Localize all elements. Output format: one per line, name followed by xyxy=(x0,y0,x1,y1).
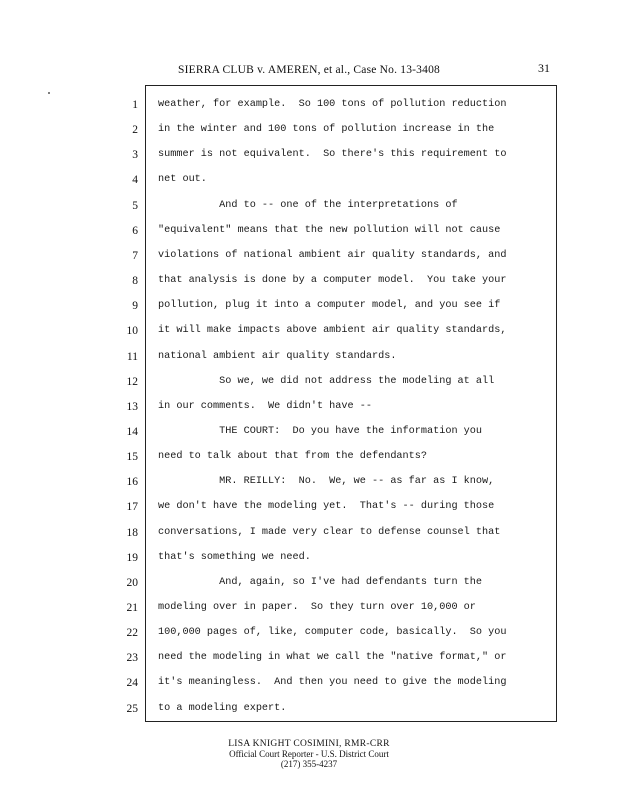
line-number: 13 xyxy=(126,400,138,413)
line-text: to a modeling expert. xyxy=(158,702,287,714)
line-number: 23 xyxy=(126,652,138,665)
line-text: that's something we need. xyxy=(158,551,311,563)
transcript-line xyxy=(0,99,618,124)
transcript-line xyxy=(0,703,618,728)
line-number: 6 xyxy=(132,224,138,237)
transcript-line xyxy=(0,577,618,602)
reporter-phone: (217) 355-4237 xyxy=(280,759,338,769)
line-text: summer is not equivalent. So there's this requirement to xyxy=(158,149,507,161)
transcript-line xyxy=(0,501,618,526)
line-number: 7 xyxy=(132,249,138,262)
transcript-line xyxy=(0,250,618,275)
transcript-line xyxy=(0,149,618,174)
line-text: THE COURT: Do you have the information you xyxy=(158,425,483,437)
line-number: 10 xyxy=(126,325,138,338)
transcript-line xyxy=(0,677,618,702)
transcript-line xyxy=(0,300,618,325)
line-number: 18 xyxy=(126,526,138,539)
line-number: 16 xyxy=(126,476,138,489)
line-text: that analysis is done by a computer model. You take your xyxy=(158,275,507,287)
line-text: in the winter and 100 tons of pollution increase in the xyxy=(158,124,495,136)
transcript-line xyxy=(0,174,618,199)
line-text: conversations, I made very clear to defense counsel that xyxy=(158,526,501,538)
reporter-name: LISA KNIGHT COSIMINI, RMR-CRR xyxy=(228,739,390,749)
line-text: And to -- one of the interpretations of xyxy=(158,199,458,211)
transcript-line xyxy=(0,275,618,300)
line-number: 3 xyxy=(132,149,138,162)
transcript-line xyxy=(0,527,618,552)
line-text: national ambient air quality standards. xyxy=(158,350,397,362)
line-text: MR. REILLY: No. We, we -- as far as I know, xyxy=(158,476,495,488)
line-number: 17 xyxy=(126,501,138,514)
line-text: "equivalent" means that the new pollution will not cause xyxy=(158,224,501,236)
line-number: 2 xyxy=(132,124,138,137)
line-number: 21 xyxy=(126,602,138,614)
transcript-line xyxy=(0,200,618,225)
case-title: SIERRA CLUB v. AMEREN, et al., Case No. 13-3408 xyxy=(178,64,440,76)
line-number: 22 xyxy=(126,627,138,640)
transcript-line xyxy=(0,325,618,350)
line-text: in our comments. We didn't have -- xyxy=(158,400,372,412)
line-text: we don't have the modeling yet. That's -- during those xyxy=(158,501,495,513)
line-number: 1 xyxy=(132,99,138,111)
line-number: 8 xyxy=(132,275,138,288)
line-number: 14 xyxy=(126,425,138,438)
line-number: 11 xyxy=(126,350,138,363)
line-number: 25 xyxy=(126,702,138,715)
line-number: 5 xyxy=(132,199,138,212)
transcript-line xyxy=(0,351,618,376)
transcript-line xyxy=(0,426,618,451)
reporter-title: Official Court Reporter - U.S. District Court xyxy=(229,749,389,759)
transcript-line xyxy=(0,376,618,401)
line-text: need the modeling in what we call the "native format," or xyxy=(158,652,507,664)
transcript-line xyxy=(0,451,618,476)
transcript-line xyxy=(0,552,618,577)
line-number: 20 xyxy=(126,576,138,589)
line-text: 100,000 pages of, like, computer code, basically. So you xyxy=(158,627,507,639)
stray-mark xyxy=(48,92,50,94)
page-number: 31 xyxy=(538,61,550,75)
transcript-line xyxy=(0,652,618,677)
transcript-line xyxy=(0,401,618,426)
line-text: violations of national ambient air quality standards, and xyxy=(158,249,507,261)
transcript-line xyxy=(0,225,618,250)
line-number: 4 xyxy=(132,174,138,187)
line-number: 9 xyxy=(132,300,138,313)
line-text: need to talk about that from the defendants? xyxy=(158,451,427,463)
transcript-line xyxy=(0,124,618,149)
line-text: net out. xyxy=(158,174,207,186)
line-text: weather, for example. So 100 tons of pollution reduction xyxy=(158,99,507,110)
line-text: it's meaningless. And then you need to give the modeling xyxy=(158,677,507,689)
line-text: it will make impacts above ambient air quality standards, xyxy=(158,325,507,337)
transcript-line xyxy=(0,602,618,627)
line-text: modeling over in paper. So they turn over 10,000 or xyxy=(158,602,476,613)
line-text: And, again, so I've had defendants turn the xyxy=(158,576,483,588)
line-number: 19 xyxy=(126,551,138,564)
transcript-line xyxy=(0,476,618,501)
line-number: 24 xyxy=(126,677,138,690)
page-footer xyxy=(0,739,618,769)
line-number: 12 xyxy=(126,375,138,388)
line-text: So we, we did not address the modeling at all xyxy=(158,375,495,387)
line-text: pollution, plug it into a computer model, and you see if xyxy=(158,300,501,312)
transcript-line xyxy=(0,627,618,652)
line-number: 15 xyxy=(126,451,138,464)
